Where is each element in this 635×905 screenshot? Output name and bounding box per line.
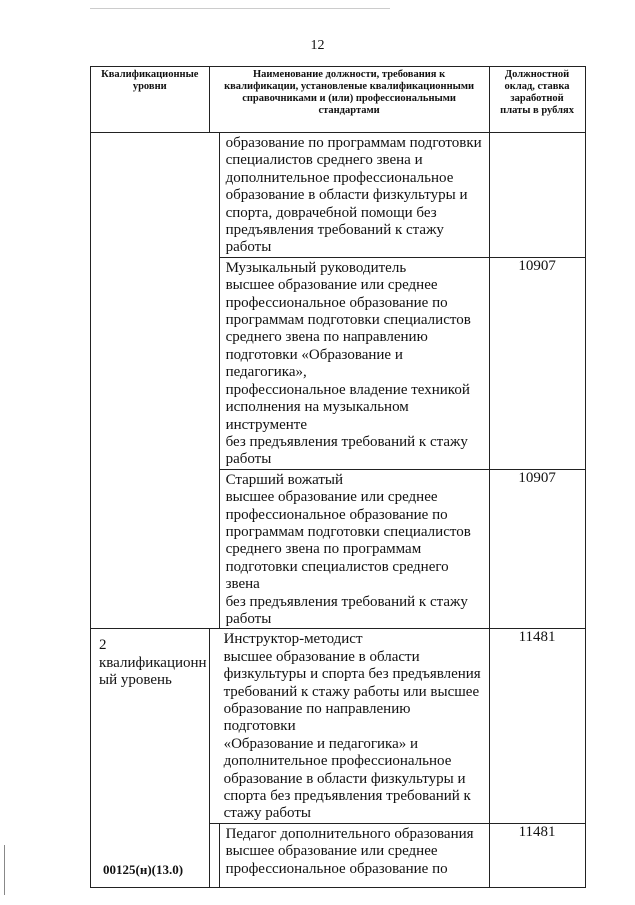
salary-cell: 10907 xyxy=(489,469,585,629)
position-cell: Старший вожатый высшее образование или среднее профессиональное образование по программам подготовки специалистов среднего звена по программам подготовки специалистов среднего звена без предъявления требований к стажу работы xyxy=(219,469,489,629)
position-cell: Педагог дополнительного образования высшее образование или среднее профессиональное образование по xyxy=(219,823,489,887)
salary-cell xyxy=(489,133,585,258)
scan-artifact xyxy=(4,845,5,895)
header-level: Квалификационные уровни xyxy=(91,67,210,133)
scan-artifact xyxy=(90,8,390,9)
position-cell: Инструктор-методист высшее образование в области физкультуры и спорта без предъявления требований к стажу работы или высшее образование по направлению подготовки «Образование и педагогика» и дополнительное профессиональное образование в области физкультуры и спорта без предъявления требований к стажу работы xyxy=(209,629,489,823)
document-code: 00125(н)(13.0) xyxy=(103,862,184,877)
header-position: Наименование должности, требования к квалификации, установленые квалификационными справочниками и (или) профессиональными стандартами xyxy=(209,67,489,133)
level-cell: 2 квалификационн ый уровень xyxy=(91,629,210,887)
level-cell xyxy=(91,133,220,629)
gap-cell xyxy=(209,823,219,887)
salary-cell: 10907 xyxy=(489,257,585,469)
table-row xyxy=(91,629,586,823)
position-cell: Музыкальный руководитель высшее образование или среднее профессиональное образование по программам подготовки специалистов среднего звена по направлению подготовки «Образование и педагогика», профессиональное владение техникой исполнения на музыкальном инструменте без предъявления требований к стажу работы xyxy=(219,257,489,469)
qualification-table xyxy=(90,66,586,888)
table-header-row xyxy=(91,67,586,133)
table-row xyxy=(91,133,586,258)
page-number: 12 xyxy=(310,38,325,53)
header-salary: Должностной оклад, ставка заработной платы в рублях xyxy=(489,67,585,133)
salary-cell: 11481 xyxy=(489,823,585,887)
salary-cell: 11481 xyxy=(489,629,585,823)
position-cell: образование по программам подготовки специалистов среднего звена и дополнительное профессиональное образование в области физкультуры и спорта, доврачебной помощи без предъявления требований к стажу работы xyxy=(219,133,489,258)
